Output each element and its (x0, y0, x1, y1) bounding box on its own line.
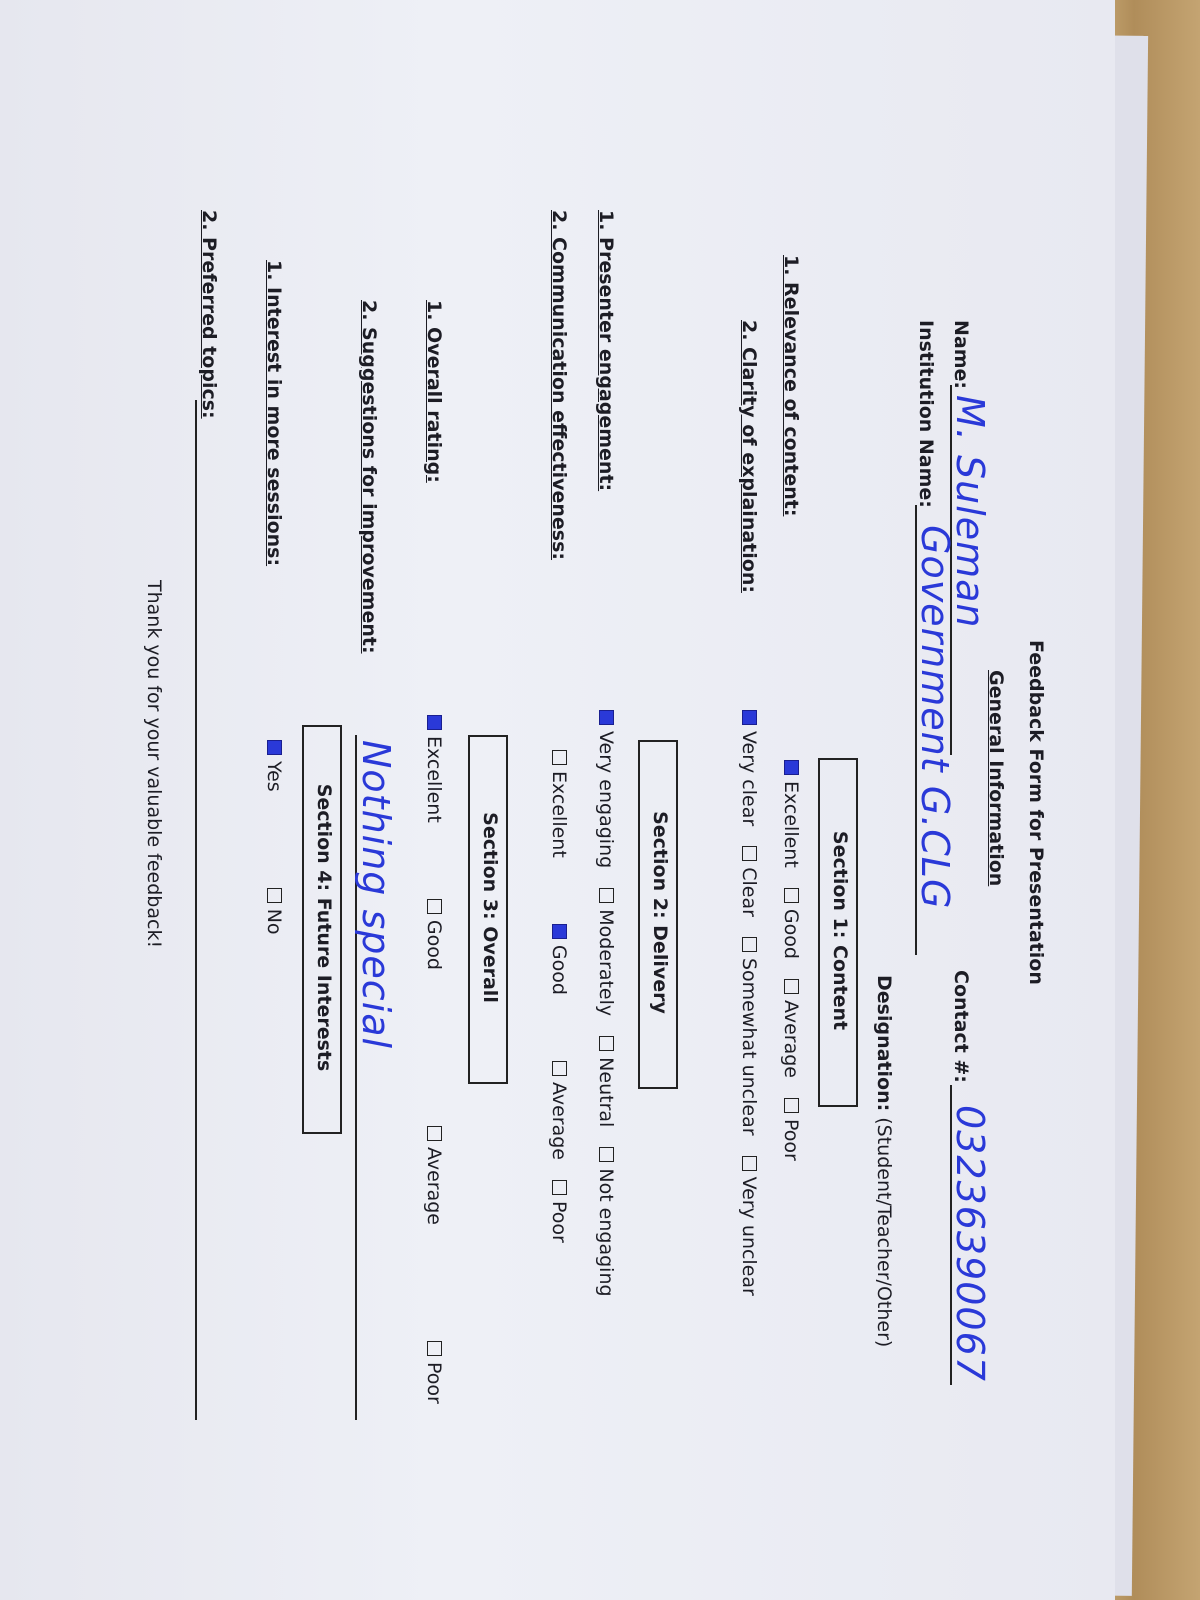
name-label: Name: (950, 320, 972, 390)
institution-label: Institution Name: (915, 320, 937, 508)
feedback-form (50, 100, 1050, 1600)
institution-handwriting: Government G.CLG (913, 525, 957, 910)
checkbox-icon[interactable] (742, 846, 757, 861)
checkbox-icon[interactable] (599, 1036, 614, 1051)
general-info-heading: General Information (985, 670, 1007, 887)
s1-q2-option-somewhat-unclear[interactable]: Somewhat unclear (738, 937, 760, 1136)
s3-q1-label: 1. Overall rating: (423, 300, 445, 483)
section-1-heading: Section 1: Content (829, 830, 851, 1031)
checkbox-checked-icon[interactable] (599, 710, 614, 725)
s1-q2-option-clear[interactable]: Clear (738, 846, 760, 917)
s3-q1-options (423, 715, 445, 1418)
s3-q1-option-good[interactable]: Good (423, 899, 445, 970)
s4-q2-label: 2. Preferred topics: (198, 210, 220, 419)
s2-q1-option-neutral[interactable]: Neutral (595, 1036, 617, 1127)
checkbox-icon[interactable] (742, 1156, 757, 1171)
checkbox-checked-icon[interactable] (427, 715, 442, 730)
s1-q2-options (738, 710, 760, 1310)
s1-q1-option-average[interactable]: Average (780, 979, 802, 1078)
contact-label: Contact #: (950, 970, 972, 1083)
contact-handwriting: 03236390067 (948, 1105, 992, 1382)
checkbox-icon[interactable] (784, 888, 799, 903)
thank-you-note: Thank you for your valuable feedback! (143, 580, 165, 949)
s4-q1-options (263, 740, 285, 949)
s1-q2-option-very-clear[interactable]: Very clear (738, 710, 760, 826)
designation-row (873, 975, 895, 1347)
s4-q1-label: 1. Interest in more sessions: (263, 260, 285, 567)
s1-q1-option-poor[interactable]: Poor (780, 1098, 802, 1161)
s3-q1-option-average[interactable]: Average (423, 1126, 445, 1225)
checkbox-icon[interactable] (784, 1098, 799, 1113)
s1-q1-label: 1. Relevance of content: (780, 255, 802, 517)
s1-q1-option-excellent[interactable]: Excellent (780, 760, 802, 868)
checkbox-icon[interactable] (742, 937, 757, 952)
checkbox-icon[interactable] (427, 899, 442, 914)
s1-q2-option-very-unclear[interactable]: Very unclear (738, 1156, 760, 1296)
checkbox-icon[interactable] (427, 1126, 442, 1141)
checkbox-icon[interactable] (427, 1341, 442, 1356)
s2-q1-option-not-engaging[interactable]: Not engaging (595, 1147, 617, 1296)
suggestions-handwriting: Nothing special (354, 740, 398, 1050)
section-3-heading: Section 3: Overall (479, 812, 501, 1003)
s4-q1-option-no[interactable]: No (263, 888, 285, 935)
s2-q2-option-good[interactable]: Good (548, 924, 570, 995)
name-handwriting: M. Suleman (948, 395, 992, 629)
checkbox-icon[interactable] (784, 979, 799, 994)
checkbox-checked-icon[interactable] (552, 924, 567, 939)
s3-q2-label: 2. Suggestions for improvement: (358, 300, 380, 654)
designation-label: Designation: (873, 975, 895, 1112)
s2-q2-label: 2. Communication effectiveness: (548, 210, 570, 561)
checkbox-checked-icon[interactable] (267, 740, 282, 755)
checkbox-icon[interactable] (599, 1147, 614, 1162)
designation-options: (Student/Teacher/Other) (873, 1117, 895, 1348)
s1-q2-label: 2. Clarity of explaination: (738, 320, 760, 593)
form-title: Feedback Form for Presentation (1025, 640, 1047, 985)
s2-q2-option-average[interactable]: Average (548, 1061, 570, 1160)
section-2-heading: Section 2: Delivery (649, 811, 671, 1014)
s2-q1-label: 1. Presenter engagement: (595, 210, 617, 492)
s2-q2-options (548, 750, 570, 1257)
checkbox-checked-icon[interactable] (742, 710, 757, 725)
s2-q1-option-moderately[interactable]: Moderately (595, 888, 617, 1016)
checkbox-icon[interactable] (267, 888, 282, 903)
checkbox-icon[interactable] (552, 1180, 567, 1195)
s2-q2-option-excellent[interactable]: Excellent (548, 750, 570, 858)
checkbox-icon[interactable] (599, 888, 614, 903)
s1-q1-options (780, 760, 802, 1175)
s2-q2-option-poor[interactable]: Poor (548, 1180, 570, 1243)
s2-q1-option-very-engaging[interactable]: Very engaging (595, 710, 617, 868)
checkbox-icon[interactable] (552, 1061, 567, 1076)
preferred-topics-field[interactable] (195, 400, 197, 1420)
checkbox-icon[interactable] (552, 750, 567, 765)
section-4-heading: Section 4: Future Interests (313, 783, 335, 1072)
s3-q1-option-excellent[interactable]: Excellent (423, 715, 445, 823)
s1-q1-option-good[interactable]: Good (780, 888, 802, 959)
s4-q1-option-yes[interactable]: Yes (263, 740, 285, 792)
s3-q1-option-poor[interactable]: Poor (423, 1341, 445, 1404)
s2-q1-options (595, 710, 617, 1311)
checkbox-checked-icon[interactable] (784, 760, 799, 775)
